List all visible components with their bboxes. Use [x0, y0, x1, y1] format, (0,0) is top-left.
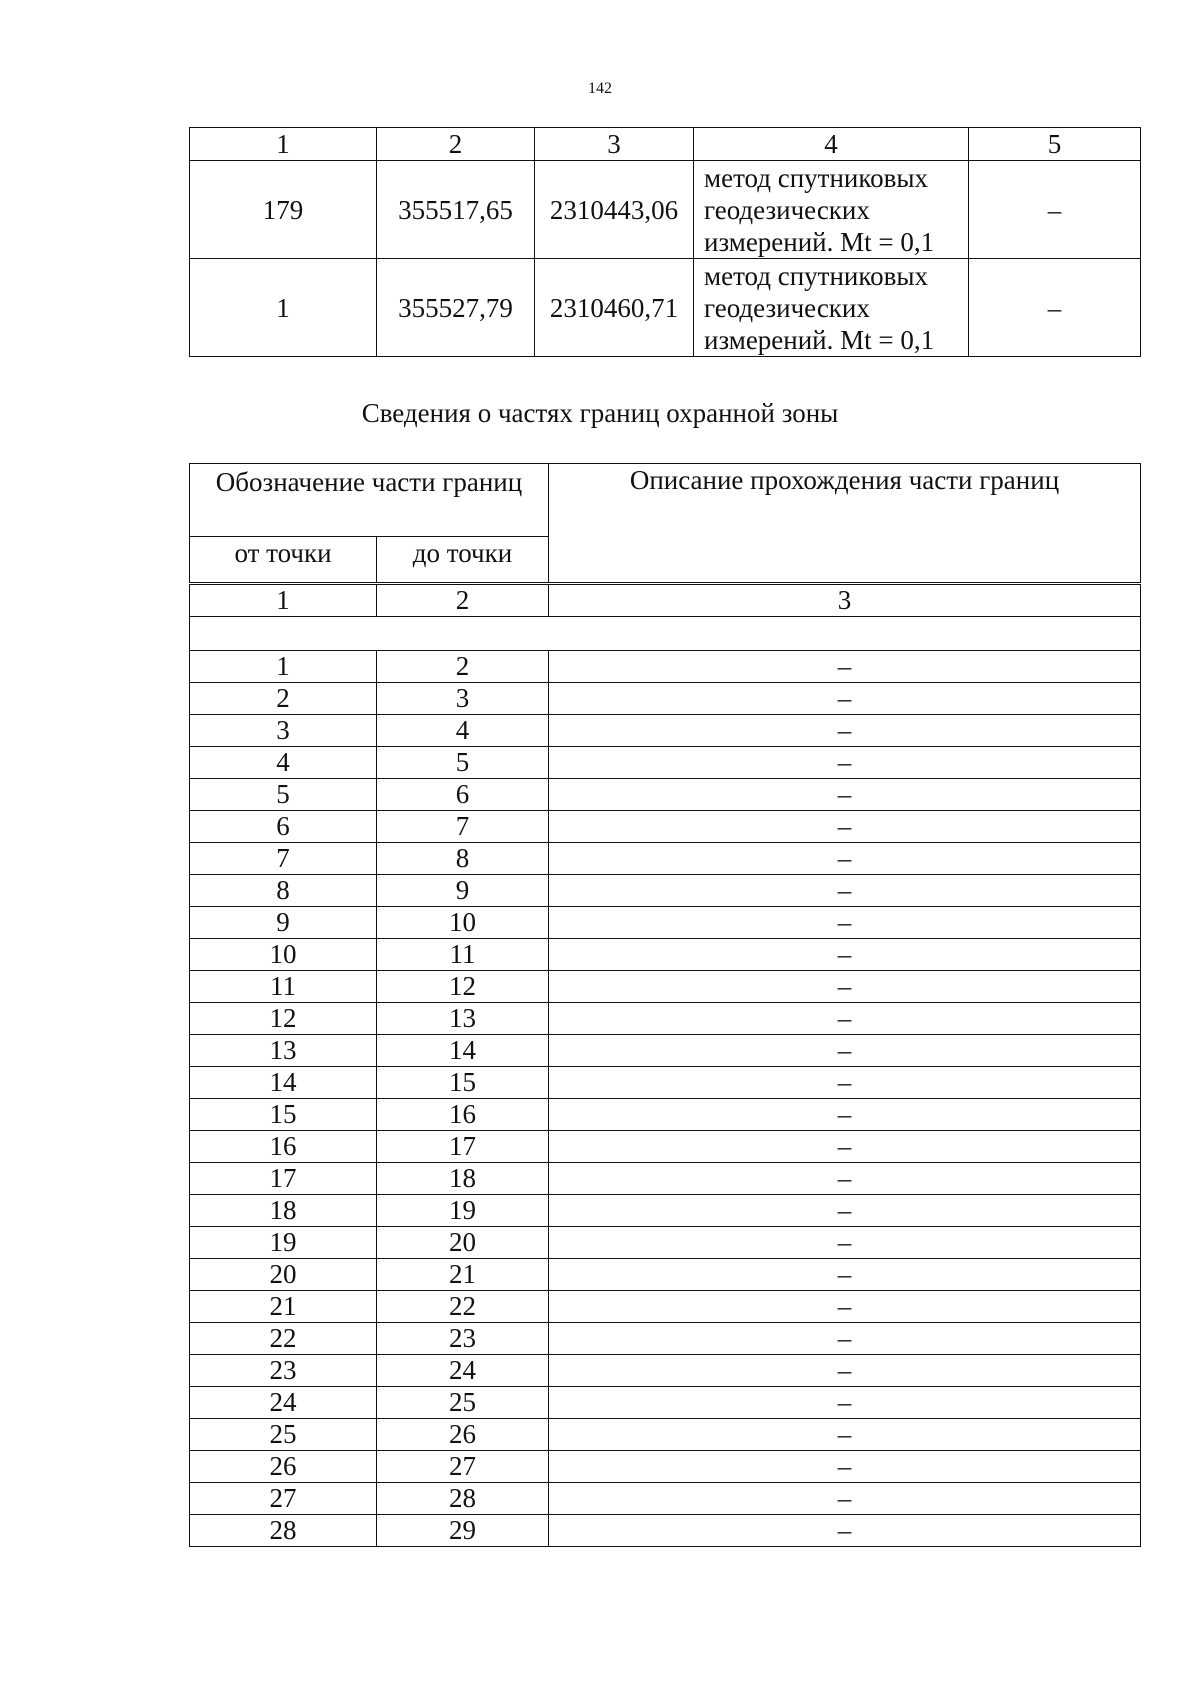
note-cell: – — [969, 161, 1141, 259]
to-point: 24 — [377, 1355, 549, 1387]
from-point: 7 — [190, 843, 377, 875]
boundary-row — [190, 779, 1141, 811]
boundary-row — [190, 939, 1141, 971]
coord-col-number: 2 — [377, 128, 535, 161]
from-point: 28 — [190, 1515, 377, 1547]
boundary-description: – — [549, 1099, 1141, 1131]
to-point: 28 — [377, 1483, 549, 1515]
from-point: 8 — [190, 875, 377, 907]
page-number: 142 — [588, 80, 612, 97]
to-point: 25 — [377, 1387, 549, 1419]
from-point: 13 — [190, 1035, 377, 1067]
boundary-description: – — [549, 747, 1141, 779]
boundary-description: – — [549, 1515, 1141, 1547]
boundary-row — [190, 1259, 1141, 1291]
to-point: 11 — [377, 939, 549, 971]
boundary-row — [190, 1355, 1141, 1387]
from-point: 26 — [190, 1451, 377, 1483]
to-point: 10 — [377, 907, 549, 939]
boundary-description: – — [549, 1067, 1141, 1099]
to-point: 4 — [377, 715, 549, 747]
column-number: 2 — [377, 585, 549, 617]
boundary-description: – — [549, 1195, 1141, 1227]
boundary-description: – — [549, 971, 1141, 1003]
coord-col-number: 3 — [535, 128, 694, 161]
from-point: 27 — [190, 1483, 377, 1515]
method-line: геодезических — [704, 292, 870, 323]
boundary-description: – — [549, 1451, 1141, 1483]
boundary-description: – — [549, 1163, 1141, 1195]
boundary-row — [190, 907, 1141, 939]
boundary-row — [190, 1035, 1141, 1067]
point-number: 179 — [190, 161, 377, 259]
from-point: 11 — [190, 971, 377, 1003]
boundary-description: – — [549, 843, 1141, 875]
to-point: 2 — [377, 651, 549, 683]
to-point: 17 — [377, 1131, 549, 1163]
to-point: 27 — [377, 1451, 549, 1483]
from-point: 21 — [190, 1291, 377, 1323]
coordinate-x: 355517,65 — [377, 161, 535, 259]
from-point: 1 — [190, 651, 377, 683]
boundary-description: – — [549, 875, 1141, 907]
boundary-description: – — [549, 1323, 1141, 1355]
to-point: 20 — [377, 1227, 549, 1259]
coordinate-y: 2310460,71 — [535, 259, 694, 357]
from-point: 24 — [190, 1387, 377, 1419]
from-point: 10 — [190, 939, 377, 971]
boundary-table-header — [189, 463, 1141, 583]
to-point: 13 — [377, 1003, 549, 1035]
boundary-row — [190, 1067, 1141, 1099]
to-point: 29 — [377, 1515, 549, 1547]
method-description — [694, 259, 969, 357]
point-number: 1 — [190, 259, 377, 357]
boundary-description: – — [549, 1003, 1141, 1035]
boundary-description: – — [549, 715, 1141, 747]
boundary-description: – — [549, 1355, 1141, 1387]
method-line: метод спутниковых — [704, 260, 928, 291]
boundary-row — [190, 683, 1141, 715]
boundary-row — [190, 1387, 1141, 1419]
boundary-description: – — [549, 1483, 1141, 1515]
coordinates-header-row — [190, 128, 1141, 161]
method-line: метод спутниковых — [704, 162, 928, 193]
boundary-description: – — [549, 1291, 1141, 1323]
from-point: 16 — [190, 1131, 377, 1163]
boundary-row — [190, 1003, 1141, 1035]
from-point: 19 — [190, 1227, 377, 1259]
boundary-column-numbers — [190, 585, 1141, 617]
note-cell: – — [969, 259, 1141, 357]
method-line: геодезических — [704, 194, 870, 225]
from-point: 9 — [190, 907, 377, 939]
to-point: 7 — [377, 811, 549, 843]
boundary-description: – — [549, 1035, 1141, 1067]
from-point: 3 — [190, 715, 377, 747]
from-point: 25 — [190, 1419, 377, 1451]
from-point: 5 — [190, 779, 377, 811]
from-point: 15 — [190, 1099, 377, 1131]
boundary-row — [190, 1323, 1141, 1355]
from-point: 17 — [190, 1163, 377, 1195]
boundary-row — [190, 811, 1141, 843]
coordinates-row — [190, 259, 1141, 357]
boundary-description: – — [549, 1419, 1141, 1451]
boundary-row — [190, 1291, 1141, 1323]
boundary-row — [190, 1227, 1141, 1259]
to-point: 26 — [377, 1419, 549, 1451]
to-point: 8 — [377, 843, 549, 875]
to-point: 19 — [377, 1195, 549, 1227]
coord-col-number: 4 — [694, 128, 969, 161]
coordinates-table — [189, 127, 1141, 357]
from-point: 20 — [190, 1259, 377, 1291]
boundary-row — [190, 971, 1141, 1003]
method-description — [694, 161, 969, 259]
boundary-description: – — [549, 1387, 1141, 1419]
coord-col-number: 5 — [969, 128, 1141, 161]
column-number: 1 — [190, 585, 377, 617]
boundary-description: – — [549, 651, 1141, 683]
to-point: 12 — [377, 971, 549, 1003]
coordinates-row — [190, 161, 1141, 259]
boundary-description: – — [549, 779, 1141, 811]
coordinate-y: 2310443,06 — [535, 161, 694, 259]
to-point: 3 — [377, 683, 549, 715]
boundary-row — [190, 1195, 1141, 1227]
to-point: 16 — [377, 1099, 549, 1131]
blank-row — [190, 617, 1141, 651]
column-number: 3 — [549, 585, 1141, 617]
boundary-row — [190, 715, 1141, 747]
boundary-description: – — [549, 811, 1141, 843]
boundary-description: – — [549, 1259, 1141, 1291]
to-point: 18 — [377, 1163, 549, 1195]
boundary-row — [190, 747, 1141, 779]
to-point: 15 — [377, 1067, 549, 1099]
section-title: Сведения о частях границ охранной зоны — [361, 398, 839, 428]
to-point: 21 — [377, 1259, 549, 1291]
boundary-description: – — [549, 1227, 1141, 1259]
boundary-description: – — [549, 907, 1141, 939]
boundary-row — [190, 875, 1141, 907]
boundary-row — [190, 1131, 1141, 1163]
boundary-row — [190, 1419, 1141, 1451]
from-point: 6 — [190, 811, 377, 843]
to-point: 23 — [377, 1323, 549, 1355]
from-point: 18 — [190, 1195, 377, 1227]
to-point: 9 — [377, 875, 549, 907]
from-point-header: от точки — [190, 537, 377, 583]
boundary-row — [190, 1451, 1141, 1483]
to-point: 14 — [377, 1035, 549, 1067]
boundary-row — [190, 1483, 1141, 1515]
method-line: измерений. Mt = 0,1 — [704, 324, 935, 355]
method-line: измерений. Mt = 0,1 — [704, 226, 935, 257]
from-point: 22 — [190, 1323, 377, 1355]
to-point: 22 — [377, 1291, 549, 1323]
coordinate-x: 355527,79 — [377, 259, 535, 357]
boundary-description: – — [549, 683, 1141, 715]
coord-col-number: 1 — [190, 128, 377, 161]
boundary-description: – — [549, 1131, 1141, 1163]
from-point: 14 — [190, 1067, 377, 1099]
description-header: Описание прохождения части границ — [549, 464, 1141, 583]
blank-cell — [190, 617, 1141, 651]
from-point: 4 — [190, 747, 377, 779]
to-point-header: до точки — [377, 537, 549, 583]
to-point: 5 — [377, 747, 549, 779]
boundary-table — [189, 584, 1141, 1547]
from-point: 23 — [190, 1355, 377, 1387]
boundary-description: – — [549, 939, 1141, 971]
boundary-row — [190, 1515, 1141, 1547]
to-point: 6 — [377, 779, 549, 811]
designation-header: Обозначение части границ — [190, 464, 549, 537]
boundary-row — [190, 1163, 1141, 1195]
from-point: 12 — [190, 1003, 377, 1035]
boundary-row — [190, 1099, 1141, 1131]
boundary-row — [190, 843, 1141, 875]
from-point: 2 — [190, 683, 377, 715]
boundary-row — [190, 651, 1141, 683]
